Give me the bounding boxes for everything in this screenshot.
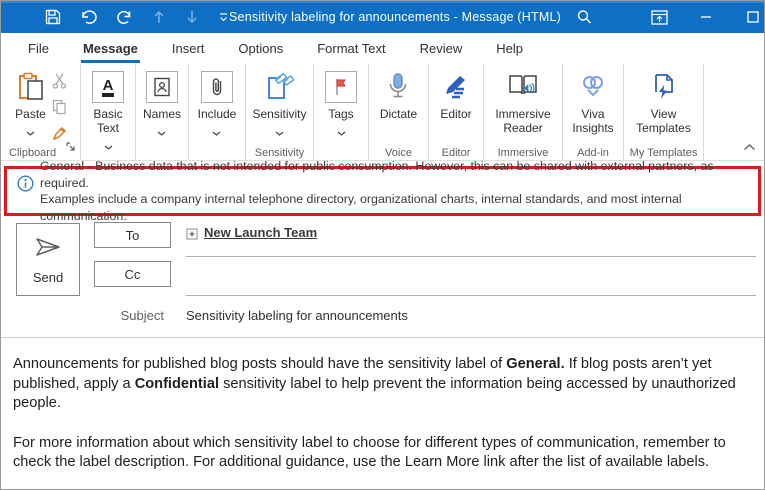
ribbon	[1, 64, 764, 161]
save-icon[interactable]	[45, 9, 61, 25]
send-plane-icon	[33, 235, 63, 262]
voice-group	[369, 64, 429, 160]
voice-group-label: Voice	[385, 147, 412, 159]
customize-quick-access-icon[interactable]	[218, 12, 229, 22]
chevron-down-icon	[157, 124, 166, 142]
to-field[interactable]	[186, 225, 756, 257]
view-templates-button[interactable]: View Templates	[633, 71, 695, 135]
send-label: Send	[32, 269, 64, 285]
paste-clipboard-icon	[17, 71, 45, 103]
titlebar-controls	[561, 1, 765, 33]
cc-button[interactable]: Cc	[94, 261, 171, 287]
sensitivity-button[interactable]: Sensitivity	[252, 71, 306, 142]
editor-group	[429, 64, 484, 160]
address-book-icon	[146, 71, 178, 103]
move-up-icon[interactable]	[152, 9, 166, 25]
my-templates-group	[624, 64, 703, 160]
addin-group	[563, 64, 624, 160]
maximize-button[interactable]	[730, 1, 765, 33]
tab-insert[interactable]: Insert	[171, 40, 205, 56]
paste-button[interactable]: Paste	[15, 71, 46, 142]
chevron-down-icon	[337, 124, 346, 142]
tab-format-text[interactable]: Format Text	[317, 40, 386, 56]
tab-review[interactable]: Review	[419, 40, 463, 56]
sensitivity-label-icon	[265, 71, 295, 103]
copy-icon[interactable]	[52, 99, 68, 120]
viva-insights-icon	[578, 71, 608, 103]
viva-insights-button[interactable]: Viva Insights	[563, 71, 623, 135]
paperclip-icon	[201, 71, 233, 103]
tags-button[interactable]: Tags	[325, 71, 357, 142]
editor-button[interactable]: Editor	[440, 71, 471, 121]
sensitivity-description-line1: General - Business data that is not intended for public consumption. However, this can be shared with external partners, as required.	[40, 159, 714, 190]
subject-label: Subject	[120, 308, 164, 323]
immersive-group-label: Immersive	[497, 147, 549, 159]
microphone-icon	[387, 71, 409, 103]
tab-options[interactable]: Options	[238, 40, 284, 56]
chevron-down-icon	[26, 124, 35, 142]
sensitivity-info-bar	[4, 159, 761, 223]
tab-file[interactable]: File	[28, 40, 49, 56]
immersive-reader-button[interactable]: Immersive Reader	[492, 71, 554, 135]
quick-access-toolbar	[1, 9, 229, 25]
include-group	[189, 64, 246, 160]
cut-icon[interactable]	[52, 73, 68, 94]
clipboard-group-label: Clipboard	[9, 147, 57, 159]
undo-icon[interactable]	[80, 9, 97, 25]
send-button[interactable]	[16, 223, 80, 296]
clipboard-group	[1, 64, 81, 160]
ribbon-end-zone	[703, 64, 764, 160]
basic-text-group	[81, 64, 136, 160]
sensitivity-group	[246, 64, 314, 160]
cc-field[interactable]	[186, 264, 756, 296]
move-down-icon[interactable]	[185, 9, 199, 25]
editor-pencil-icon	[442, 71, 470, 103]
include-button[interactable]: Include	[198, 71, 237, 142]
ribbon-tab-row	[1, 33, 764, 64]
minimize-button[interactable]	[683, 1, 730, 33]
chevron-down-icon	[104, 138, 113, 156]
expand-group-icon[interactable]	[186, 227, 198, 245]
recipient-name[interactable]: New Launch Team	[204, 225, 318, 240]
sensitivity-description-line2: Examples include a company internal telephone directory, organizational charts, internal standards, and most internal communication.	[40, 192, 682, 223]
editor-group-label: Editor	[441, 147, 471, 159]
sensitivity-description	[40, 158, 750, 224]
redo-icon[interactable]	[116, 9, 133, 25]
tags-group	[314, 64, 369, 160]
basic-text-icon: A	[92, 71, 124, 103]
sensitivity-group-label: Sensitivity	[254, 147, 305, 159]
window-title: Sensitivity labeling for announcements - Message (HTML)	[229, 10, 561, 24]
subject-field[interactable]: Sensitivity labeling for announcements	[186, 308, 408, 323]
collapse-ribbon-icon[interactable]	[743, 138, 756, 156]
to-button[interactable]: To	[94, 222, 171, 248]
immersive-group	[484, 64, 563, 160]
info-icon	[17, 175, 34, 197]
addin-group-label: Add-in	[577, 147, 609, 159]
body-paragraph-2: For more information about which sensitivity label to choose for different types of communication, remember to check the label description. For additional guidance, use the Learn More link after the list of available labels.	[13, 434, 726, 470]
immersive-reader-icon	[507, 71, 539, 103]
basic-text-button[interactable]: A Basic Text	[81, 71, 135, 156]
names-group	[136, 64, 189, 160]
template-document-icon	[651, 71, 677, 103]
body-paragraph-1: Announcements for published blog posts should have the sensitivity label of General. If blog posts aren’t yet published, apply a Confidential sensitivity label to help prevent the information being accessed by unauthorized people.	[13, 356, 736, 411]
tab-message[interactable]: Message	[66, 33, 155, 64]
search-icon[interactable]	[561, 1, 608, 33]
flag-icon	[325, 71, 357, 103]
dictate-button[interactable]: Dictate	[380, 71, 417, 121]
message-body[interactable]	[1, 338, 764, 489]
names-button[interactable]: Names	[143, 71, 181, 142]
tab-help[interactable]: Help	[496, 40, 523, 56]
chevron-down-icon	[212, 124, 221, 142]
clipboard-dialog-launcher-icon[interactable]	[66, 139, 76, 157]
my-templates-group-label: My Templates	[629, 147, 698, 159]
title-bar	[1, 1, 764, 33]
chevron-down-icon	[275, 124, 284, 142]
ribbon-display-options-icon[interactable]	[636, 1, 683, 33]
